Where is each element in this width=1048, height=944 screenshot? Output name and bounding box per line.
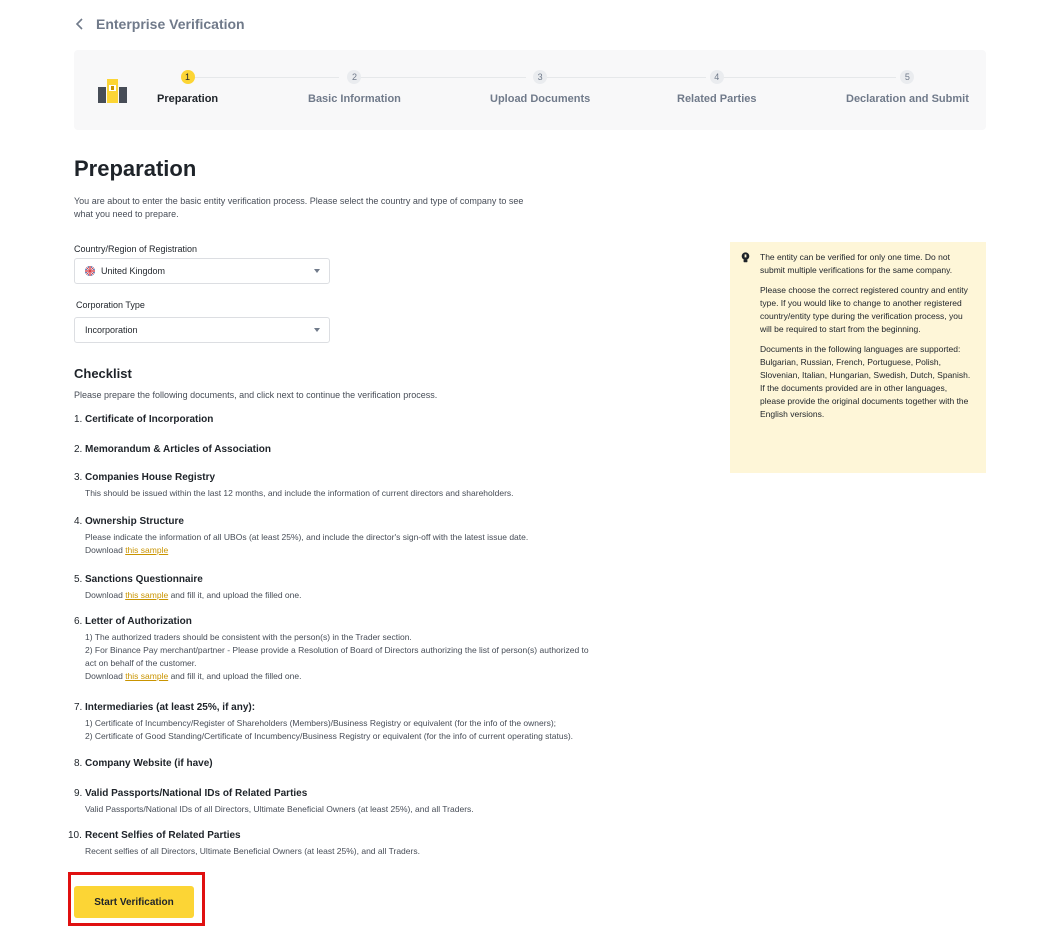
step-number: 3 [533,70,547,84]
item-number: 1. [74,414,83,425]
notice-paragraph: Documents in the following languages are supported: Bulgarian, Russian, French, Portuguese, Polish, Slovenian, Italian, Hungarian, Swedish, Dutch, Spanish. If the documents provided are in other languages, please provide the original documents together with the English versions. [760,344,971,419]
item-description: 1) Certificate of Incumbency/Register of Shareholders (Members)/Business Registry or equivalent (for the info of the owners); [85,718,557,728]
checklist-item [74,516,674,557]
item-title: Companies House Registry [85,472,216,483]
download-suffix: and fill it, and upload the filled one. [170,590,302,600]
step-number: 4 [710,70,724,84]
checklist-intro: Please prepare the following documents, and click next to continue the verification process. [74,390,438,400]
item-number: 2. [74,444,83,455]
download-line [85,670,674,683]
step-label: Basic Information [308,93,401,105]
step-label: Preparation [157,93,219,105]
step-label: Upload Documents [490,93,591,105]
item-title: Memorandum & Articles of Association [85,444,271,455]
intro-text: You are about to enter the basic entity verification process. Please select the country and type of company to see what you need to prepare. [74,196,524,219]
step-number: 5 [900,70,914,84]
country-label: Country/Region of Registration [74,244,198,254]
sample-download-link[interactable]: this sample [125,545,169,555]
item-description: This should be issued within the last 12 months, and include the information of current directors and shareholders. [85,488,514,498]
checklist-title: Checklist [74,366,132,381]
checklist-item [74,788,674,816]
page-header [74,14,245,34]
progress-stepper [74,50,986,130]
checklist-item [68,830,674,858]
step-declaration-submit [846,70,969,105]
download-prefix: Download [85,545,123,555]
item-number: 3. [74,472,83,483]
item-title: Ownership Structure [85,516,184,527]
download-prefix: Download [85,671,123,681]
download-suffix: and fill it, and upload the filled one. [170,671,302,681]
item-title: Company Website (if have) [85,758,213,769]
country-select[interactable] [74,258,330,284]
lightbulb-icon [740,252,751,263]
checklist-item [74,574,674,602]
checklist-item [74,444,674,455]
item-description: 2) For Binance Pay merchant/partner - Please provide a Resolution of Board of Directors authorizing the list of person(s) authorized to [85,645,589,655]
sample-download-link[interactable]: this sample [125,671,169,681]
uk-flag-icon [85,266,95,276]
page-title: Preparation [74,156,197,181]
corporation-type-label: Corporation Type [76,300,145,310]
sample-download-link[interactable]: this sample [125,590,169,600]
checklist-item [74,616,674,683]
item-title: Certificate of Incorporation [85,414,214,425]
start-verification-button[interactable]: Start Verification [74,886,194,918]
checklist-item [74,472,674,500]
checklist-item [74,758,674,769]
download-prefix: Download [85,590,123,600]
item-number: 7. [74,702,83,713]
item-number: 8. [74,758,83,769]
corporation-type-value: Incorporation [85,325,138,335]
item-title: Letter of Authorization [85,616,192,627]
step-number: 1 [181,70,195,84]
item-description: Please indicate the information of all UBOs (at least 25%), and include the director's sign-off with the latest issue date. [85,532,529,542]
item-number: 5. [74,574,83,585]
step-label: Declaration and Submit [846,93,969,105]
chevron-left-icon[interactable] [74,17,86,31]
download-line [85,589,674,602]
step-label: Related Parties [677,93,757,105]
item-title: Sanctions Questionnaire [85,574,203,585]
step-number: 2 [347,70,361,84]
item-number: 9. [74,788,83,799]
page-heading: Enterprise Verification [96,16,245,32]
step-related-parties [677,70,756,105]
item-description: 2) Certificate of Good Standing/Certificate of Incumbency/Business Registry or equivalent (for the info of current operating status). [85,731,574,741]
item-title: Recent Selfies of Related Parties [85,830,241,841]
step-upload-documents [490,70,590,105]
caret-down-icon [314,328,320,333]
download-line [85,544,674,557]
country-value: United Kingdom [101,266,166,276]
checklist-item [74,702,674,743]
building-icon [98,75,128,103]
item-number: 6. [74,616,83,627]
corporation-type-select[interactable] [74,317,330,343]
item-description: Valid Passports/National IDs of all Directors, Ultimate Beneficial Owners (at least 25%), and all Traders. [85,804,474,814]
item-title: Valid Passports/National IDs of Related Parties [85,788,308,799]
item-number: 4. [74,516,83,527]
step-preparation [157,70,218,105]
item-title: Intermediaries (at least 25%, if any): [85,702,256,713]
checklist-item [74,414,674,425]
notice-panel [730,242,986,473]
notice-paragraph: Please choose the correct registered country and entity type. If you would like to change to another registered country/entity type during the verification process, you will be required to start from the beginning. [760,285,968,334]
notice-paragraph: The entity can be verified for only one time. Do not submit multiple verifications for the same company. [760,252,953,275]
step-basic-information [308,70,401,105]
item-description: 1) The authorized traders should be consistent with the person(s) in the Trader section. [85,632,412,642]
item-description: act on behalf of the customer. [85,658,197,668]
caret-down-icon [314,269,320,274]
item-number: 10. [68,830,82,841]
item-description: Recent selfies of all Directors, Ultimate Beneficial Owners (at least 25%), and all Traders. [85,846,420,856]
